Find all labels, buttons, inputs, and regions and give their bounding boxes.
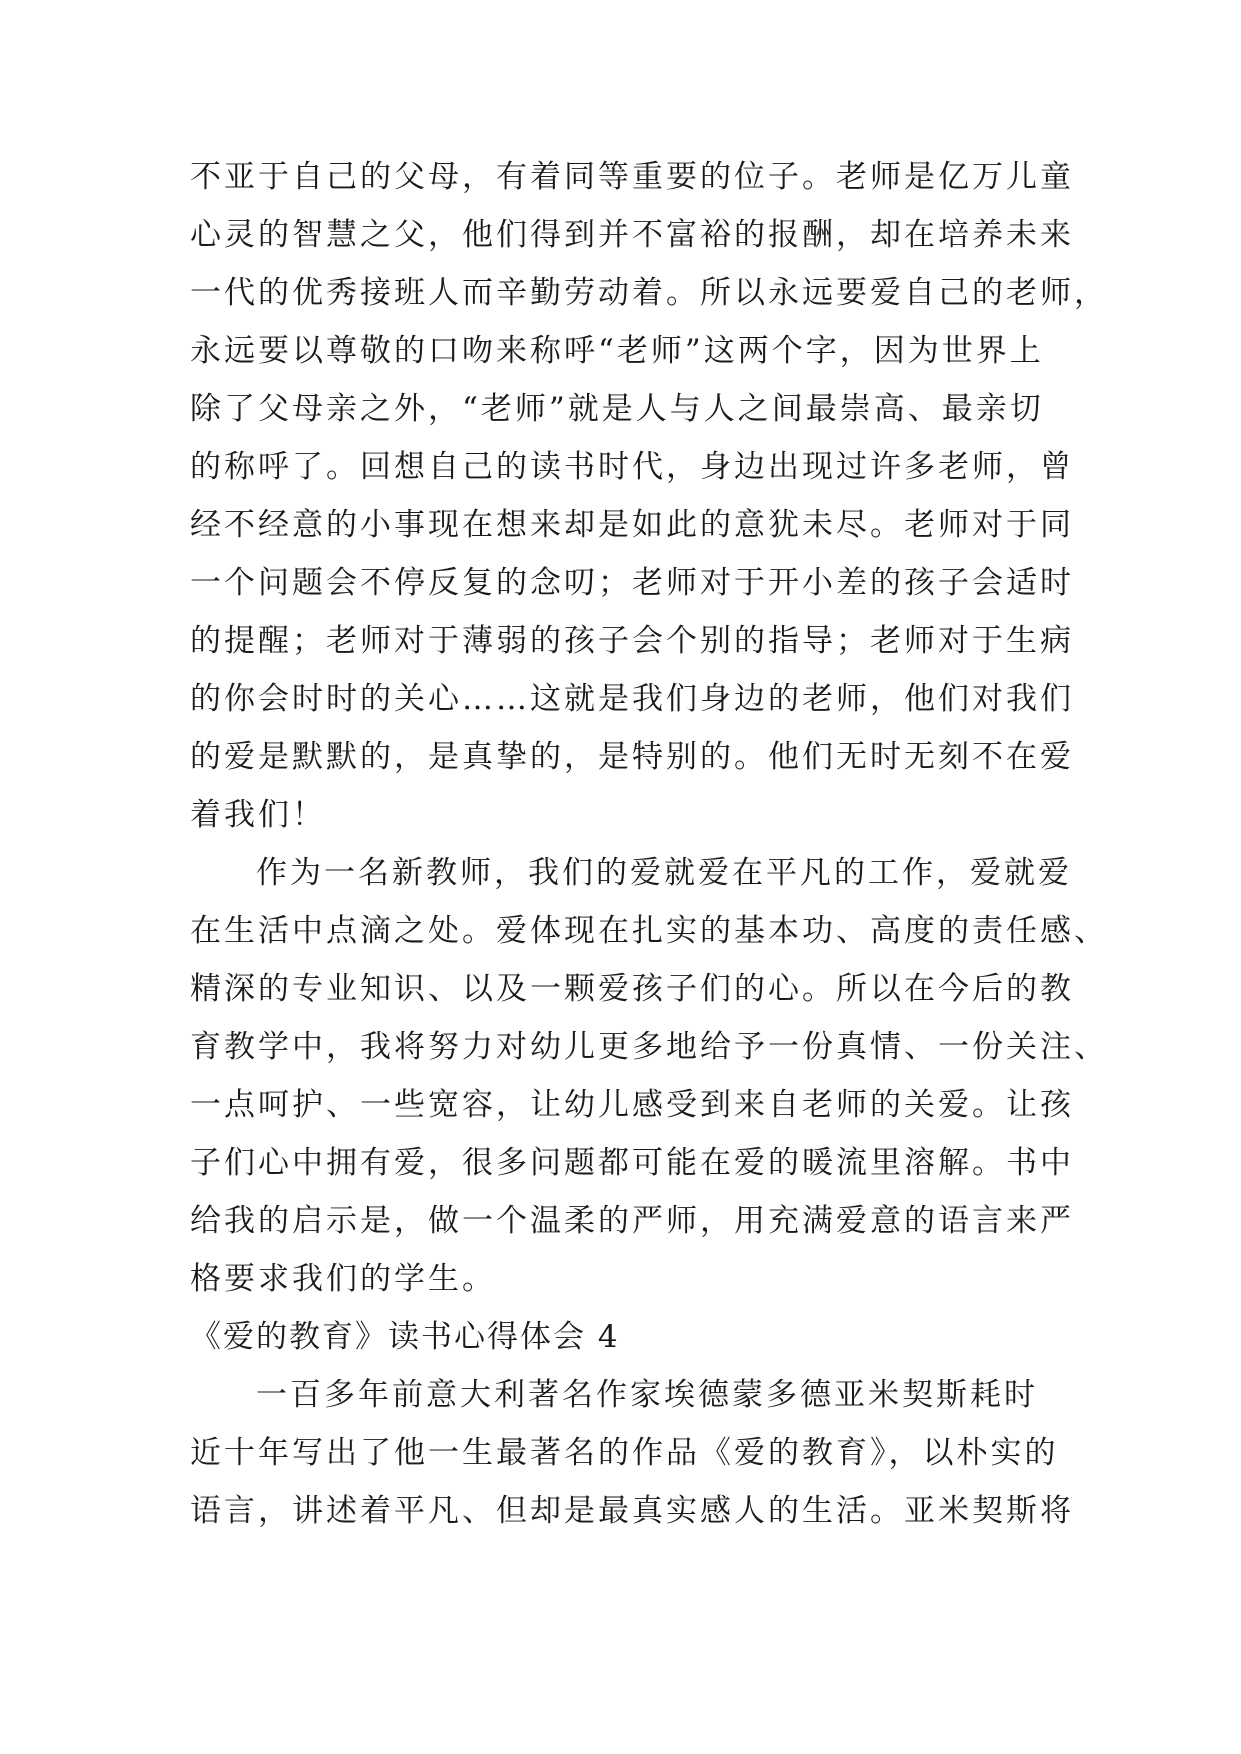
- text-line: 的爱是默默的，是真挚的，是特别的。他们无时无刻不在爱: [190, 739, 1074, 775]
- paragraph-start-line: 作为一名新教师，我们的爱就爱在平凡的工作，爱就爱: [256, 855, 1072, 891]
- text-line: 格要求我们的学生。: [190, 1261, 496, 1297]
- text-line: 一点呵护、一些宽容，让幼儿感受到来自老师的关爱。让孩: [190, 1087, 1074, 1123]
- text-line: 心灵的智慧之父，他们得到并不富裕的报酬，却在培养未来: [190, 217, 1074, 253]
- text-line: 给我的启示是，做一个温柔的严师，用充满爱意的语言来严: [190, 1203, 1074, 1239]
- paragraph-start-line: 一百多年前意大利著名作家埃德蒙多德亚米契斯耗时: [256, 1377, 1038, 1413]
- text-line: 一个问题会不停反复的念叨；老师对于开小差的孩子会适时: [190, 565, 1074, 601]
- text-line: 的你会时时的关心……这就是我们身边的老师，他们对我们: [190, 681, 1074, 717]
- section-heading: 《爱的教育》读书心得体会 4: [190, 1319, 620, 1355]
- text-line: 永远要以尊敬的口吻来称呼“老师”这两个字，因为世界上: [190, 333, 1044, 369]
- text-line: 的提醒；老师对于薄弱的孩子会个别的指导；老师对于生病: [190, 623, 1074, 659]
- text-line: 语言，讲述着平凡、但却是最真实感人的生活。亚米契斯将: [190, 1493, 1074, 1529]
- text-line: 子们心中拥有爱，很多问题都可能在爱的暖流里溶解。书中: [190, 1145, 1074, 1181]
- text-line: 着我们！: [190, 797, 326, 833]
- body-text: [190, 148, 1108, 1540]
- text-line: 的称呼了。回想自己的读书时代，身边出现过许多老师，曾: [190, 449, 1074, 485]
- text-line: 除了父母亲之外，“老师”就是人与人之间最崇高、最亲切: [190, 391, 1044, 427]
- text-line: 育教学中，我将努力对幼儿更多地给予一份真情、一份关注、: [190, 1029, 1108, 1065]
- text-line: 经不经意的小事现在想来却是如此的意犹未尽。老师对于同: [190, 507, 1074, 543]
- text-line: 不亚于自己的父母，有着同等重要的位子。老师是亿万儿童: [190, 159, 1074, 195]
- text-line: 一代的优秀接班人而辛勤劳动着。所以永远要爱自己的老师，: [190, 275, 1108, 311]
- text-line: 在生活中点滴之处。爱体现在扎实的基本功、高度的责任感、: [190, 913, 1108, 949]
- text-line: 近十年写出了他一生最著名的作品《爱的教育》，以朴实的: [190, 1435, 1059, 1471]
- text-line: 精深的专业知识、以及一颗爱孩子们的心。所以在今后的教: [190, 971, 1074, 1007]
